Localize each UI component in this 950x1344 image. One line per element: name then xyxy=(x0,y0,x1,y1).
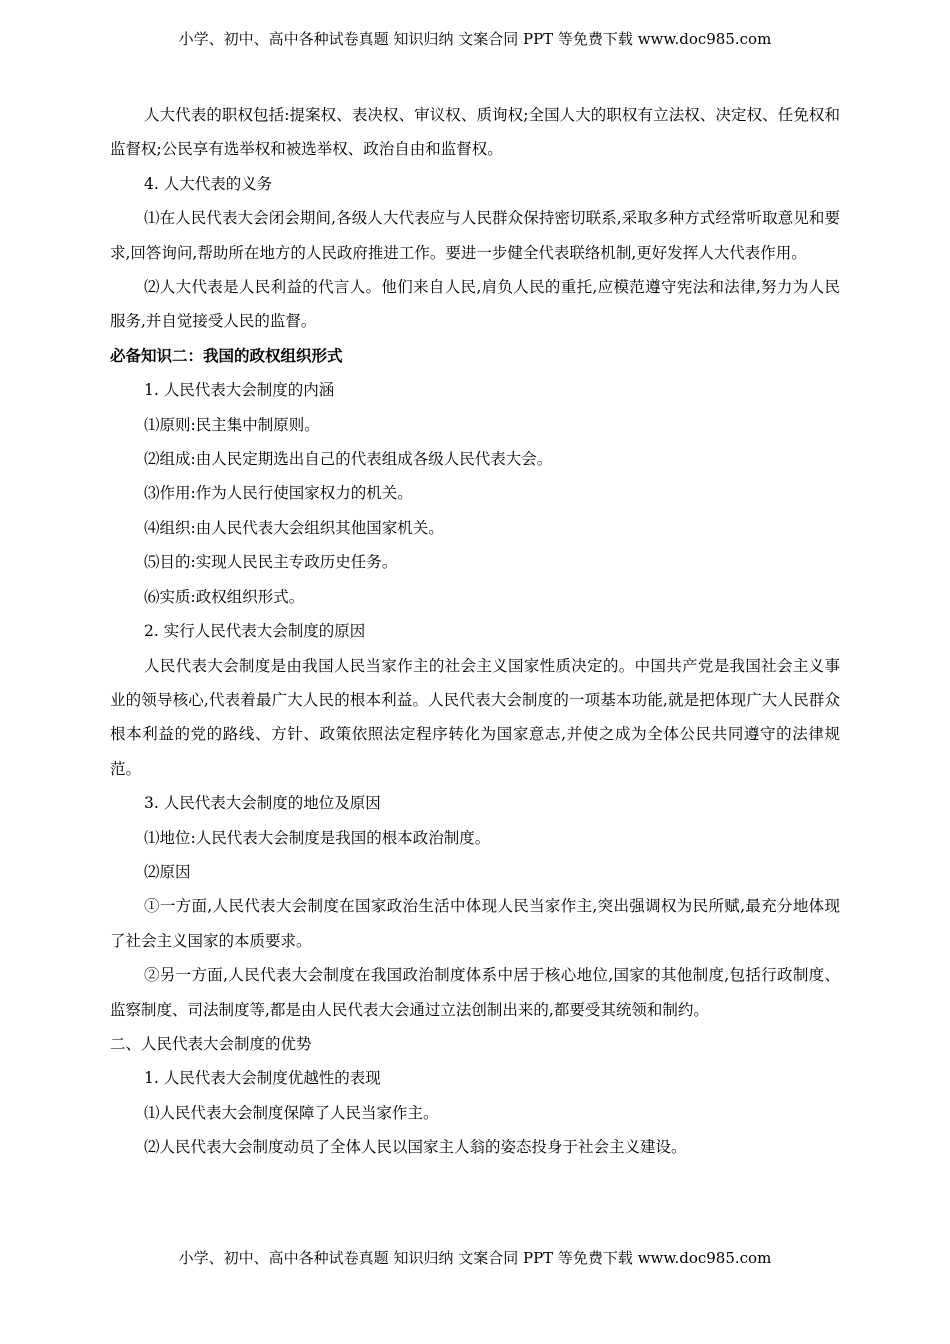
paragraph-reason-2: ②另一方面,人民代表大会制度在我国政治制度体系中居于核心地位,国家的其他制度,包括行政制度、监察制度、司法制度等,都是由人民代表大会通过立法创制出来的,都要受其统领和制约。 xyxy=(110,966,840,1019)
paragraph-deputy-powers: 人大代表的职权包括:提案权、表决权、审议权、质询权;全国人大的职权有立法权、决定权、任免权和监督权;公民享有选举权和被选举权、政治自由和监督权。 xyxy=(110,106,840,159)
list-item-composition: ⑵组成:由人民定期选出自己的代表组成各级人民代表大会。 xyxy=(144,450,553,469)
list-item-essence: ⑹实质:政权组织形式。 xyxy=(144,587,305,606)
section-heading-knowledge-2: 必备知识二：我国的政权组织形式 xyxy=(110,345,343,365)
list-item-purpose: ⑸目的:实现人民民主专政历史任务。 xyxy=(144,553,398,572)
list-item-superiority-2: ⑵人民代表大会制度动员了全体人民以国家主人翁的姿态投身于社会主义建设。 xyxy=(144,1138,687,1157)
paragraph-reasons: 人民代表大会制度是由我国人民当家作主的社会主义国家性质决定的。中国共产党是我国社会主义事业的领导核心,代表着最广大人民的根本利益。人民代表大会制度的一项基本功能,就是把体现广大人民群众根本利益的党的路线、方针、政策依照法定程序转化为国家意志,并使之成为全体公民共同遵守的法律规范。 xyxy=(110,656,840,778)
paragraph-duty-1: ⑴在人民代表大会闭会期间,各级人大代表应与人民群众保持密切联系,采取多种方式经常听取意见和要求,回答询问,帮助所在地方的人民政府推进工作。要进一步健全代表联络机制,更好发挥人大代表作用。 xyxy=(110,209,840,262)
page-header: 小学、初中、高中各种试卷真题 知识归纳 文案合同 PPT 等免费下载 www.doc985.com xyxy=(178,30,772,48)
list-item-superiority-1: ⑴人民代表大会制度保障了人民当家作主。 xyxy=(144,1103,439,1122)
heading-superiority: 1. 人民代表大会制度优越性的表现 xyxy=(144,1069,381,1088)
list-item-status: ⑴地位:人民代表大会制度是我国的根本政治制度。 xyxy=(144,828,491,847)
paragraph-duty-2: ⑵人大代表是人民利益的代言人。他们来自人民,肩负人民的重托,应模范遵守宪法和法律,努力为人民服务,并自觉接受人民的监督。 xyxy=(110,278,840,331)
heading-system-connotation: 1. 人民代表大会制度的内涵 xyxy=(144,381,335,400)
document-body xyxy=(110,98,840,1165)
list-item-organization: ⑷组织:由人民代表大会组织其他国家机关。 xyxy=(144,518,444,537)
heading-deputy-duties: 4. 人大代表的义务 xyxy=(144,174,273,193)
list-item-reason-label: ⑵原因 xyxy=(144,862,191,881)
heading-status-and-reasons: 3. 人民代表大会制度的地位及原因 xyxy=(144,794,381,813)
list-item-function: ⑶作用:作为人民行使国家权力的机关。 xyxy=(144,484,413,503)
section-heading-advantages: 二、人民代表大会制度的优势 xyxy=(110,1034,312,1053)
list-item-principle: ⑴原则:民主集中制原则。 xyxy=(144,415,320,434)
heading-reasons: 2. 实行人民代表大会制度的原因 xyxy=(144,622,366,641)
paragraph-reason-1: ①一方面,人民代表大会制度在国家政治生活中体现人民当家作主,突出强调权为民所赋,最充分地体现了社会主义国家的本质要求。 xyxy=(110,897,840,950)
page-footer: 小学、初中、高中各种试卷真题 知识归纳 文案合同 PPT 等免费下载 www.doc985.com xyxy=(178,1249,772,1267)
